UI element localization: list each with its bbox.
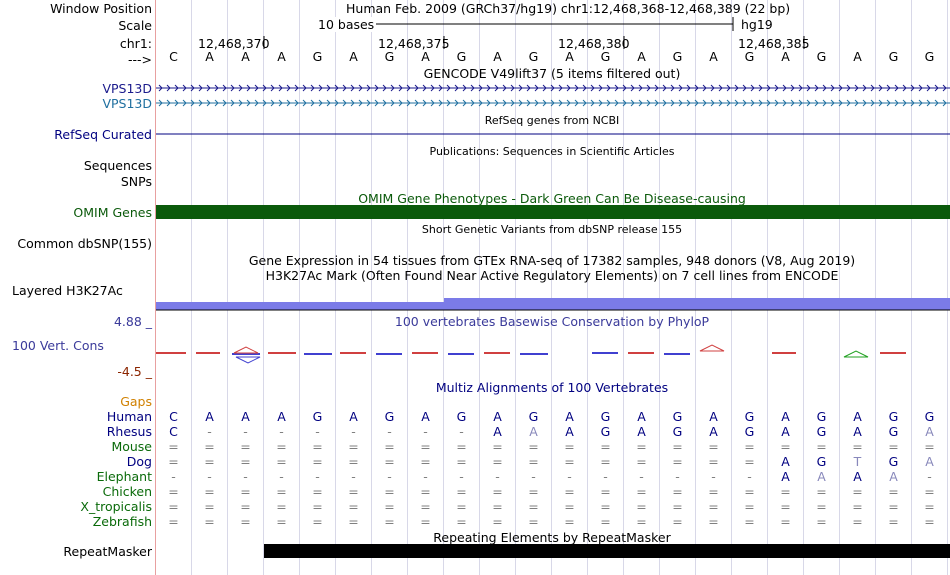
base: G: [672, 49, 683, 64]
base: =: [780, 439, 791, 454]
coord-tick-3: 12,468,380: [558, 36, 630, 51]
base: A: [493, 49, 502, 64]
base: =: [456, 454, 467, 469]
base: =: [528, 439, 539, 454]
base: =: [924, 514, 935, 529]
scale-text: 10 bases: [318, 17, 375, 32]
base: A: [637, 424, 646, 439]
base: -: [675, 469, 680, 484]
base: =: [600, 514, 611, 529]
base: =: [240, 499, 251, 514]
base: -: [495, 469, 500, 484]
base: C: [169, 424, 178, 439]
base: G: [888, 409, 899, 424]
base: C: [169, 409, 178, 424]
base: =: [204, 514, 215, 529]
base: A: [853, 469, 862, 484]
publications-title: Publications: Sequences in Scientific Articles: [429, 145, 675, 158]
base: =: [384, 439, 395, 454]
base: -: [315, 469, 320, 484]
base: A: [565, 409, 574, 424]
base: =: [744, 514, 755, 529]
track-label-snps[interactable]: SNPs: [120, 174, 152, 189]
base: =: [600, 454, 611, 469]
base: =: [708, 499, 719, 514]
base: =: [240, 439, 251, 454]
base: =: [636, 439, 647, 454]
base: A: [241, 409, 250, 424]
base: =: [384, 514, 395, 529]
base: -: [351, 469, 356, 484]
track-label-h3k27ac[interactable]: Layered H3K27Ac: [12, 283, 123, 298]
species-rhesus-label[interactable]: Rhesus: [106, 424, 152, 439]
base: T: [853, 454, 862, 469]
track-label-dbsnp[interactable]: Common dbSNP(155): [17, 236, 152, 251]
species-zebrafish-label[interactable]: Zebrafish: [92, 514, 152, 529]
base: =: [240, 454, 251, 469]
base: -: [459, 424, 464, 439]
base: -: [387, 424, 392, 439]
base: A: [529, 424, 538, 439]
base: =: [816, 439, 827, 454]
base: -: [315, 424, 320, 439]
base: =: [600, 484, 611, 499]
base: -: [351, 424, 356, 439]
base: A: [781, 469, 790, 484]
base: =: [672, 499, 683, 514]
base: =: [384, 454, 395, 469]
base: G: [312, 409, 323, 424]
base: -: [387, 469, 392, 484]
base: =: [420, 484, 431, 499]
base: =: [528, 514, 539, 529]
track-label-vps13d-2[interactable]: VPS13D: [102, 96, 152, 111]
base: -: [927, 469, 932, 484]
base: =: [924, 439, 935, 454]
dbsnp-title: Short Genetic Variants from dbSNP release 155: [421, 223, 683, 236]
base: =: [312, 454, 323, 469]
species-gaps-label[interactable]: Gaps: [120, 394, 152, 409]
base: =: [492, 499, 503, 514]
base: A: [853, 409, 862, 424]
base: -: [567, 469, 572, 484]
base: A: [709, 409, 718, 424]
base: =: [708, 514, 719, 529]
base: G: [744, 49, 755, 64]
base: =: [348, 439, 359, 454]
base: =: [168, 499, 179, 514]
base: A: [421, 409, 430, 424]
base: -: [171, 469, 176, 484]
base: -: [639, 469, 644, 484]
track-label-sequences[interactable]: Sequences: [83, 158, 152, 173]
chr-label: chr1:: [119, 36, 152, 51]
species-chicken-label[interactable]: Chicken: [102, 484, 152, 499]
base: =: [852, 499, 863, 514]
species-xtropicalis-label[interactable]: X_tropicalis: [80, 499, 152, 514]
cons-min-label: -4.5 _: [117, 364, 152, 379]
base: =: [708, 439, 719, 454]
base: G: [816, 409, 827, 424]
base: G: [888, 424, 899, 439]
base: G: [924, 49, 935, 64]
base: =: [888, 514, 899, 529]
base: A: [817, 469, 826, 484]
base: -: [711, 469, 716, 484]
tracks-panel: [156, 0, 950, 575]
base: -: [243, 469, 248, 484]
base: G: [528, 409, 539, 424]
coord-tick-2: 12,468,375: [378, 36, 450, 51]
base: A: [889, 469, 898, 484]
track-label-cons[interactable]: 100 Vert. Cons: [12, 338, 104, 353]
base: A: [493, 424, 502, 439]
coord-tick-1: 12,468,370: [198, 36, 270, 51]
base: A: [277, 49, 286, 64]
base: =: [672, 514, 683, 529]
base: =: [204, 499, 215, 514]
window-position-label: Window Position: [50, 1, 152, 16]
base: G: [816, 49, 827, 64]
base: =: [924, 484, 935, 499]
track-label-omim[interactable]: OMIM Genes: [73, 205, 152, 220]
base: =: [456, 514, 467, 529]
base: A: [853, 49, 862, 64]
base: =: [276, 514, 287, 529]
base: =: [312, 439, 323, 454]
base: =: [348, 454, 359, 469]
base: A: [205, 409, 214, 424]
base: =: [636, 454, 647, 469]
base: =: [852, 484, 863, 499]
base: =: [168, 514, 179, 529]
base: A: [565, 49, 574, 64]
base: =: [492, 514, 503, 529]
base: =: [564, 484, 575, 499]
base: A: [925, 454, 934, 469]
phylop-title: 100 vertebrates Basewise Conservation by PhyloP: [394, 314, 710, 329]
base: A: [781, 49, 790, 64]
cons-max-label: 4.88 _: [113, 314, 152, 329]
base: -: [243, 424, 248, 439]
base: =: [276, 439, 287, 454]
track-label-refseq[interactable]: RefSeq Curated: [54, 127, 152, 142]
base: =: [528, 484, 539, 499]
base: G: [600, 424, 611, 439]
base: =: [276, 484, 287, 499]
base: G: [672, 424, 683, 439]
base: G: [528, 49, 539, 64]
base: A: [925, 424, 934, 439]
base: =: [636, 514, 647, 529]
base: A: [637, 409, 646, 424]
base: =: [672, 484, 683, 499]
refseq-title: RefSeq genes from NCBI: [484, 114, 620, 127]
base: =: [888, 484, 899, 499]
base: =: [924, 499, 935, 514]
base: =: [888, 499, 899, 514]
coord-tick-4: 12,468,385: [738, 36, 810, 51]
base: =: [168, 454, 179, 469]
base: A: [421, 49, 430, 64]
base: =: [204, 439, 215, 454]
base: G: [888, 454, 899, 469]
base: G: [672, 409, 683, 424]
base: =: [564, 514, 575, 529]
base: G: [384, 49, 395, 64]
base: G: [888, 49, 899, 64]
base: =: [204, 484, 215, 499]
base: =: [348, 499, 359, 514]
base: =: [312, 499, 323, 514]
species-human-label[interactable]: Human: [106, 409, 152, 424]
base: -: [279, 469, 284, 484]
track-labels-panel: [0, 0, 155, 575]
base: -: [747, 469, 752, 484]
base: C: [169, 49, 178, 64]
base: G: [744, 424, 755, 439]
base: G: [384, 409, 395, 424]
base: G: [312, 49, 323, 64]
base: G: [456, 49, 467, 64]
base: =: [636, 499, 647, 514]
base: =: [348, 484, 359, 499]
base: -: [423, 424, 428, 439]
base: -: [207, 424, 212, 439]
base: =: [420, 454, 431, 469]
track-label-vps13d-1[interactable]: VPS13D: [102, 81, 152, 96]
base: A: [709, 424, 718, 439]
multiz-title: Multiz Alignments of 100 Vertebrates: [435, 380, 669, 395]
base: G: [924, 409, 935, 424]
base: A: [637, 49, 646, 64]
strand-arrow-label: --->: [127, 52, 152, 67]
base: =: [564, 439, 575, 454]
base: A: [493, 409, 502, 424]
base: =: [672, 454, 683, 469]
base: -: [531, 469, 536, 484]
base: =: [168, 484, 179, 499]
base: =: [780, 499, 791, 514]
base: =: [456, 484, 467, 499]
base: =: [852, 514, 863, 529]
h3k27ac-title: H3K27Ac Mark (Often Found Near Active Regulatory Elements) on 7 cell lines from ENCODE: [265, 268, 839, 283]
gencode-title: GENCODE V49lift37 (5 items filtered out): [423, 66, 681, 81]
base: =: [312, 484, 323, 499]
base: =: [672, 439, 683, 454]
base: =: [708, 484, 719, 499]
track-label-repeatmasker[interactable]: RepeatMasker: [63, 544, 152, 559]
base: A: [241, 49, 250, 64]
base: A: [277, 409, 286, 424]
base: =: [636, 484, 647, 499]
base: G: [600, 409, 611, 424]
base: G: [600, 49, 611, 64]
base: =: [708, 454, 719, 469]
species-elephant-label[interactable]: Elephant: [96, 469, 152, 484]
base: =: [240, 484, 251, 499]
base: =: [888, 439, 899, 454]
omim-title: OMIM Gene Phenotypes - Dark Green Can Be Disease-causing: [358, 191, 746, 206]
base: =: [384, 484, 395, 499]
base: =: [744, 454, 755, 469]
base: =: [600, 499, 611, 514]
base: A: [781, 424, 790, 439]
scale-assembly: hg19: [741, 17, 773, 32]
base: =: [816, 484, 827, 499]
base: A: [565, 424, 574, 439]
base: =: [168, 439, 179, 454]
base: -: [459, 469, 464, 484]
species-dog-label[interactable]: Dog: [126, 454, 152, 469]
base: =: [456, 499, 467, 514]
base: =: [744, 439, 755, 454]
base: G: [456, 409, 467, 424]
base: =: [744, 499, 755, 514]
base: =: [420, 514, 431, 529]
base: =: [528, 499, 539, 514]
base: =: [564, 454, 575, 469]
base: =: [312, 514, 323, 529]
base: -: [603, 469, 608, 484]
base: A: [781, 454, 790, 469]
repeat-title: Repeating Elements by RepeatMasker: [433, 530, 671, 545]
base: -: [423, 469, 428, 484]
base: =: [384, 499, 395, 514]
base: =: [456, 439, 467, 454]
species-mouse-label[interactable]: Mouse: [111, 439, 152, 454]
base: G: [744, 409, 755, 424]
base: A: [709, 49, 718, 64]
base: =: [492, 439, 503, 454]
base: G: [816, 454, 827, 469]
base: A: [349, 49, 358, 64]
base: =: [276, 499, 287, 514]
base: -: [279, 424, 284, 439]
base: =: [420, 439, 431, 454]
base: =: [528, 454, 539, 469]
base: =: [780, 514, 791, 529]
scale-label: Scale: [118, 18, 152, 33]
base: =: [348, 514, 359, 529]
base: =: [780, 484, 791, 499]
base: =: [564, 499, 575, 514]
base: =: [276, 454, 287, 469]
base: =: [492, 454, 503, 469]
base: =: [204, 454, 215, 469]
base: -: [207, 469, 212, 484]
base: =: [816, 499, 827, 514]
base: G: [816, 424, 827, 439]
base: A: [853, 424, 862, 439]
base: =: [852, 439, 863, 454]
assembly-title: Human Feb. 2009 (GRCh37/hg19) chr1:12,468,368-12,468,389 (22 bp): [346, 1, 791, 16]
base: =: [240, 514, 251, 529]
base: =: [744, 484, 755, 499]
base: =: [420, 499, 431, 514]
gtex-title: Gene Expression in 54 tissues from GTEx RNA-seq of 17382 samples, 948 donors (V8, Aug 2019): [248, 253, 856, 268]
base: A: [205, 49, 214, 64]
base: =: [600, 439, 611, 454]
base: A: [349, 409, 358, 424]
base: =: [816, 514, 827, 529]
base: A: [781, 409, 790, 424]
base: =: [492, 484, 503, 499]
